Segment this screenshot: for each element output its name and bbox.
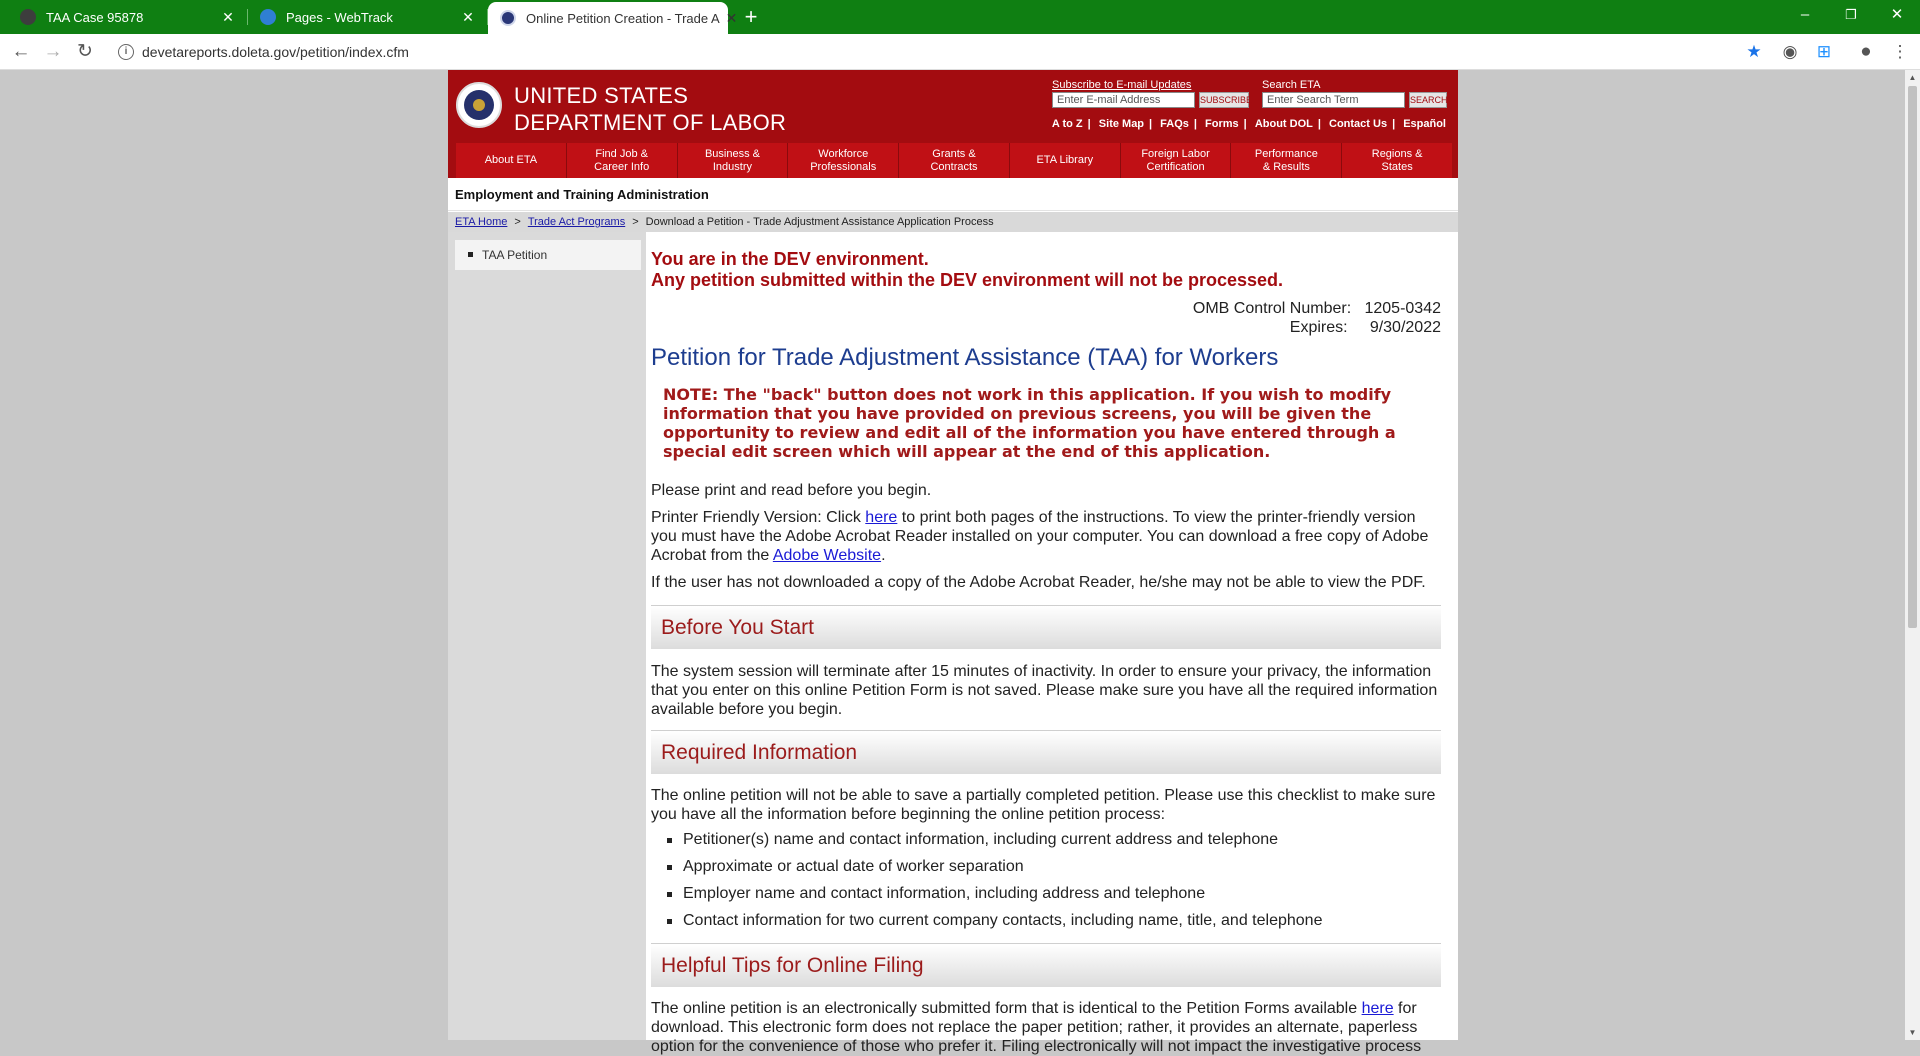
nav-find-job[interactable]: Find Job & Career Info	[567, 143, 678, 178]
url-text: devetareports.doleta.gov/petition/index.cfm	[142, 44, 409, 60]
adobe-note-text: If the user has not downloaded a copy of the Adobe Acrobat Reader, he/she may not be able to view the PDF.	[651, 574, 1426, 591]
expires-value: 9/30/2022	[1369, 319, 1441, 336]
section-required-information	[651, 730, 1441, 774]
scroll-thumb[interactable]	[1908, 86, 1917, 628]
subscribe-button[interactable]: SUBSCRIBE	[1199, 92, 1249, 108]
nav-business-industry[interactable]: Business & Industry	[678, 143, 789, 178]
petition-forms-link[interactable]: here	[1361, 1000, 1394, 1017]
new-tab-icon[interactable]: +	[744, 4, 758, 29]
util-link-contact-us[interactable]: Contact Us	[1329, 118, 1388, 130]
tab-label: Pages - WebTrack	[286, 9, 393, 25]
util-link-espanol[interactable]: Español	[1403, 118, 1446, 130]
subscribe-label: Subscribe to E-mail Updates	[1052, 79, 1192, 91]
breadcrumb-eta-home[interactable]: ETA Home	[455, 216, 508, 228]
page-container	[448, 70, 1458, 1055]
dol-header	[448, 70, 1458, 178]
agency-name-line2: DEPARTMENT OF LABOR	[514, 110, 787, 135]
search-eta-label: Search ETA	[1262, 79, 1321, 91]
windows-icon[interactable]: ⊞	[1816, 42, 1832, 61]
util-link-a-to-z[interactable]: A to Z	[1051, 118, 1083, 130]
restore-icon[interactable]: ❐	[1845, 7, 1857, 22]
page-scrollbar[interactable]	[1905, 70, 1920, 1040]
util-link-forms[interactable]: Forms	[1205, 118, 1239, 130]
tab-label: Online Petition Creation - Trade A	[526, 10, 720, 26]
nav-performance-results[interactable]: Performance & Results	[1231, 143, 1342, 178]
sharepoint-icon	[260, 9, 276, 25]
nav-grants-contracts[interactable]: Grants & Contracts	[899, 143, 1010, 178]
list-item: Petitioner(s) name and contact information, including current address and telephone	[665, 826, 1441, 853]
main-nav	[456, 143, 1452, 178]
breadcrumb: ETA Home > Trade Act Programs > Download a Petition - Trade Adjustment Assistance Application Process	[448, 212, 1458, 232]
omb-value: 1205-0342	[1364, 300, 1441, 317]
section-helpful-tips	[651, 943, 1441, 987]
section-title: Required Information	[661, 741, 858, 764]
tab-webtrack[interactable]	[248, 0, 488, 34]
close-icon[interactable]: ✕	[222, 8, 234, 25]
util-link-site-map[interactable]: Site Map	[1098, 118, 1145, 130]
helpful-tips-text: The online petition is an electronically submitted form that is identical to the Petition Forms available here for download. This electronic form does not replace the paper petition; rather, it provides an alternate, paperless option for the convenience of those who prefer it. Filing electronically will not impact the investigative process	[651, 1000, 1422, 1055]
tab-bar	[0, 0, 1920, 34]
dol-seal-icon	[500, 10, 516, 26]
sidebar-item-label: TAA Petition	[482, 248, 548, 262]
email-subscribe-input[interactable]: Enter E-mail Address	[1052, 92, 1195, 108]
tab-online-petition[interactable]	[488, 2, 738, 34]
printer-friendly-link[interactable]: here	[865, 509, 898, 526]
left-sidebar	[448, 232, 646, 1040]
search-button[interactable]: SEARCH	[1409, 92, 1447, 108]
print-read-text: Please print and read before you begin.	[651, 482, 932, 499]
section-title: Before You Start	[661, 616, 814, 639]
adobe-website-link[interactable]: Adobe Website	[772, 547, 882, 564]
required-info-text: The online petition will not be able to save a partially completed petition. Please use this checklist to make sure you have all the information before beginning the online petition process:	[651, 787, 1436, 823]
breadcrumb-current: Download a Petition - Trade Adjustment Assistance Application Process	[645, 216, 994, 228]
minimize-icon[interactable]: –	[1800, 6, 1810, 23]
util-link-about-dol[interactable]: About DOL	[1254, 118, 1313, 130]
bullet-icon	[468, 252, 473, 257]
bookmark-star-icon[interactable]: ★	[1746, 42, 1762, 61]
dev-warning-line1: You are in the DEV environment.	[651, 249, 929, 269]
nav-foreign-labor[interactable]: Foreign Labor Certification	[1121, 143, 1232, 178]
globe-icon	[20, 9, 36, 25]
requirements-checklist	[665, 826, 1441, 934]
scroll-up-icon[interactable]: ▲	[1908, 73, 1917, 82]
tab-taa-case[interactable]	[8, 0, 248, 34]
eta-title-bar	[448, 178, 1458, 211]
eta-title: Employment and Training Administration	[455, 187, 709, 202]
printer-friendly-text: Printer Friendly Version: Click here to print both pages of the instructions. To view the printer-friendly version you must have the Adobe Acrobat Reader installed on your computer. You can download a free copy of Adobe Acrobat from the Adobe Website.	[651, 509, 1429, 564]
list-item: Contact information for two current company contacts, including name, title, and telephone	[665, 907, 1441, 934]
main-content	[646, 232, 1458, 1055]
browser-toolbar	[0, 34, 1920, 70]
search-input[interactable]: Enter Search Term	[1262, 92, 1405, 108]
info-icon[interactable]: i	[118, 44, 134, 60]
address-bar[interactable]	[108, 38, 1768, 66]
list-item: Employer name and contact information, including address and telephone	[665, 880, 1441, 907]
menu-icon[interactable]: ⋮	[1891, 42, 1909, 61]
tab-label: TAA Case 95878	[46, 9, 144, 25]
dev-warning-line2: Any petition submitted within the DEV environment will not be processed.	[651, 270, 1284, 290]
section-title: Helpful Tips for Online Filing	[661, 954, 924, 977]
list-item: Approximate or actual date of worker separation	[665, 853, 1441, 880]
reload-icon[interactable]: ↻	[77, 41, 93, 62]
profile-icon[interactable]: ●	[1860, 41, 1872, 62]
nav-about-eta[interactable]: About ETA	[456, 143, 567, 178]
page-title: Petition for Trade Adjustment Assistance (TAA) for Workers	[651, 344, 1279, 371]
omb-label: OMB Control Number:	[1192, 300, 1352, 317]
close-window-icon[interactable]: ✕	[1890, 6, 1904, 23]
expires-label: Expires:	[1289, 319, 1348, 336]
close-icon[interactable]: ✕	[725, 9, 738, 26]
close-icon[interactable]: ✕	[462, 8, 474, 25]
util-link-faqs[interactable]: FAQs	[1160, 118, 1189, 130]
session-info-text: The system session will terminate after 15 minutes of inactivity. In order to ensure your privacy, the information that you enter on this online Petition Form is not saved. Please make sure you have all the required information available before you begin.	[651, 663, 1438, 718]
scroll-down-icon[interactable]: ▼	[1908, 1028, 1917, 1037]
nav-workforce-professionals[interactable]: Workforce Professionals	[788, 143, 899, 178]
agency-name-line1: UNITED STATES	[514, 83, 689, 108]
nav-eta-library[interactable]: ETA Library	[1010, 143, 1121, 178]
section-before-you-start	[651, 605, 1441, 649]
utility-links: A to Z | Site Map | FAQs | Forms | About DOL | Contact Us | Español	[1051, 118, 1446, 130]
breadcrumb-trade-act[interactable]: Trade Act Programs	[527, 216, 626, 228]
back-button-note: NOTE: The "back" button does not work in this application. If you wish to modify information that you have provided on previous screens, you will be given the opportunity to review and edit all of the information you have entered through a special edit screen which will appear at the end of this application.	[663, 385, 1396, 461]
page-viewport	[0, 70, 1905, 1055]
omb-info	[1193, 299, 1441, 337]
sidebar-item-taa-petition[interactable]	[455, 240, 641, 270]
extension-icon[interactable]: ◉	[1782, 42, 1798, 61]
forward-icon[interactable]: →	[43, 41, 63, 62]
back-icon[interactable]: ←	[11, 41, 31, 62]
dol-seal-logo[interactable]	[456, 82, 502, 128]
nav-regions-states[interactable]: Regions & States	[1342, 143, 1452, 178]
